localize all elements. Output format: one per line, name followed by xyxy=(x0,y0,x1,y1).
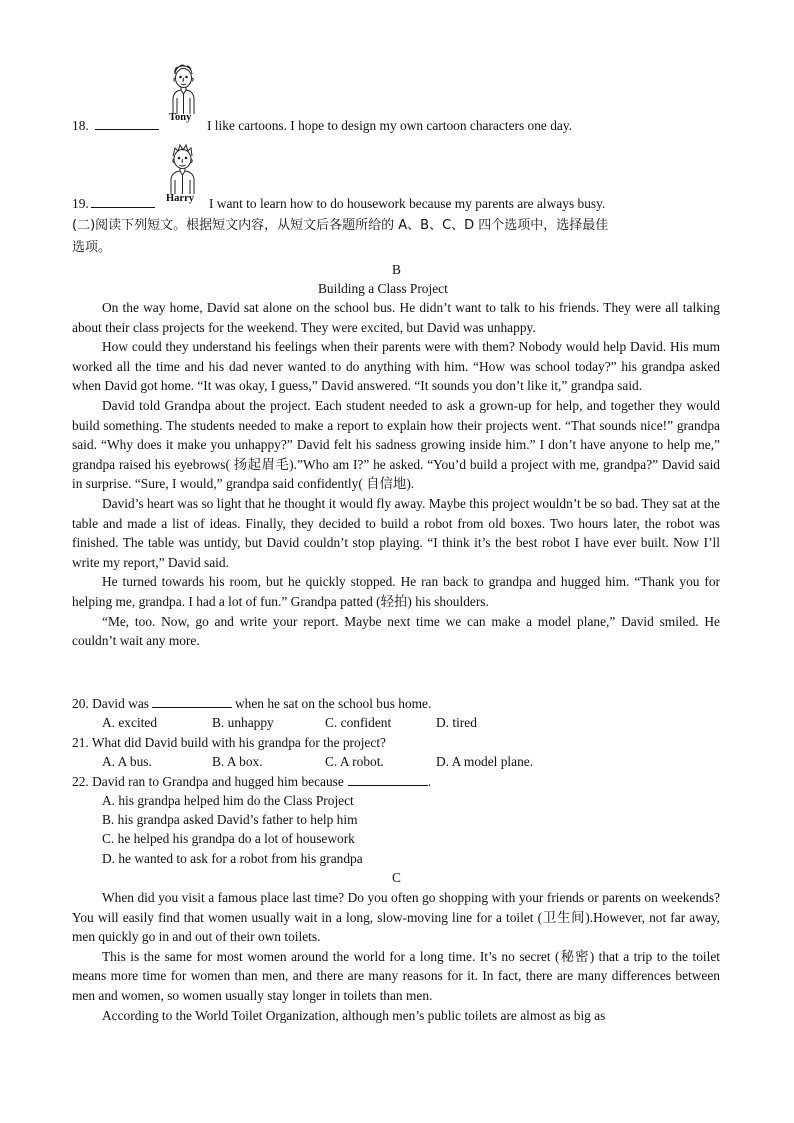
passage-b-paragraph-5: He turned towards his room, but he quickly stopped. He ran back to grandpa and hugged him. “Thank you for helping me, grandpa. I had a lot of fun.” Grandpa patted (轻拍) his shoulders. xyxy=(72,574,720,609)
passage-c-paragraph-3: According to the World Toilet Organization, although men’s public toilets are almost as big as xyxy=(102,1007,606,1023)
question-22-option-c[interactable]: C. he helped his grandpa do a lot of housework xyxy=(102,831,355,846)
harry-boy-illustration-icon xyxy=(162,142,202,198)
question-18 xyxy=(72,116,159,136)
question-20-answer-blank[interactable] xyxy=(152,694,232,708)
question-21-option-b[interactable]: B. A box. xyxy=(212,754,263,769)
question-22-option-b[interactable]: B. his grandpa asked David’s father to help him xyxy=(102,812,358,827)
question-20-option-d[interactable]: D. tired xyxy=(436,715,477,730)
passage-b-paragraph-6: “Me, too. Now, go and write your report. Maybe next time we can make a model plane,” David smiled. He couldn’t wait any more. xyxy=(72,613,720,649)
passage-c-paragraph-1: When did you visit a famous place last time? Do you often go shopping with your friends or parents on weekends? You will easily find that women usually wait in a long, slow-moving line for a toilet (卫生间).However, not far away, men quickly go in and out of their own toilets. xyxy=(72,890,720,945)
question-20-stem-start: 20. David was xyxy=(72,696,149,711)
passage-b-paragraph-4: David’s heart was so light that he thought it would fly away. Maybe this project wouldn’t be so bad. They sat at the table and made a list of ideas. Finally, they decided to build a robot from old boxes. Two hours later, the robot was finished. The table was untidy, but David couldn’t stop playing. “I think it’s the best robot I have ever built. Now I’ll write my report,” David said. xyxy=(72,495,720,570)
question-19-answer-blank[interactable] xyxy=(91,194,155,208)
question-18-answer-blank[interactable] xyxy=(95,116,159,130)
passage-c-paragraph-2: This is the same for most women around the world for a long time. It’s no secret (秘密) that a trip to the toilet means more time for women than men, and there are many reasons for it. In fact, there are many differences between men and women, so women usually stay longer in toilets than men. xyxy=(72,948,720,1003)
passage-b-paragraph-3: David told Grandpa about the project. Each student needed to ask a grown-up for help, and together they would build something. The students needed to make a report to explain how their projects went. “That sounds nice!” grandpa said. “Why does it make you unhappy?” David felt his sadness growing inside him.” I don’t have anyone to help me,” grandpa raised his eyebrows( 扬起眉毛).”Who am I?” he asked. “You’d build a project with me, grandpa?” David said in surprise. “Sure, I would,” grandpa said confidently( 自信地). xyxy=(72,397,720,492)
question-21-option-c[interactable]: C. A robot. xyxy=(325,754,384,769)
question-19-text: I want to learn how to do housework because my parents are always busy. xyxy=(209,196,606,211)
question-18-text: I like cartoons. I hope to design my own cartoon characters one day. xyxy=(207,118,573,133)
question-20-option-a[interactable]: A. excited xyxy=(102,715,158,730)
section-2-instructions-line-1: (二)阅读下列短文。根据短文内容，从短文后各题所给的 A、B、C、D 四个选项中，选择最佳 xyxy=(72,218,609,233)
tony-name-label: Tony xyxy=(169,112,192,123)
passage-b-paragraph-2: How could they understand his feelings when their parents were with them? Nobody would help David. His mum worked all the time and his dad never wanted to do anything with him. “How was school today?” his grandpa asked when David got home. “It was okay, I guess,” David answered. “It sounds you don’t like it,” grandpa said. xyxy=(72,339,720,394)
question-21-option-d[interactable]: D. A model plane. xyxy=(436,754,534,769)
section-2-instructions-line-2: 选项。 xyxy=(72,240,112,255)
passage-b-letter: B xyxy=(392,262,401,277)
passage-b-title: Building a Class Project xyxy=(318,281,448,296)
question-22-option-d[interactable]: D. he wanted to ask for a robot from his grandpa xyxy=(102,851,363,866)
question-22-option-a[interactable]: A. his grandpa helped him do the Class Project xyxy=(102,793,354,808)
passage-c-body xyxy=(72,888,720,1025)
question-19-number: 19. xyxy=(72,196,89,211)
question-22-stem-text: 22. David ran to Grandpa and hugged him because xyxy=(72,774,344,789)
question-18-number: 18. xyxy=(72,118,89,133)
question-22-answer-blank[interactable] xyxy=(348,772,428,786)
question-20-stem-end: when he sat on the school bus home. xyxy=(234,696,432,711)
question-20-option-b[interactable]: B. unhappy xyxy=(212,715,274,730)
harry-name-label: Harry xyxy=(166,193,194,204)
question-22-stem: 22. David ran to Grandpa and hugged him because . xyxy=(72,774,432,789)
question-21-stem: 21. What did David build with his grandpa for the project? xyxy=(72,735,386,750)
question-20-option-c[interactable]: C. confident xyxy=(325,715,392,730)
question-19 xyxy=(72,194,155,214)
passage-b-body xyxy=(72,298,720,651)
tony-boy-illustration-icon xyxy=(163,62,203,118)
question-20-stem xyxy=(72,694,431,714)
question-21-option-a[interactable]: A. A bus. xyxy=(102,754,152,769)
passage-c-letter: C xyxy=(392,870,401,885)
passage-b-paragraph-1: On the way home, David sat alone on the school bus. He didn’t want to talk to his friends. They were all talking about their class projects for the weekend. They were excited, but David was unhappy. xyxy=(72,300,720,335)
